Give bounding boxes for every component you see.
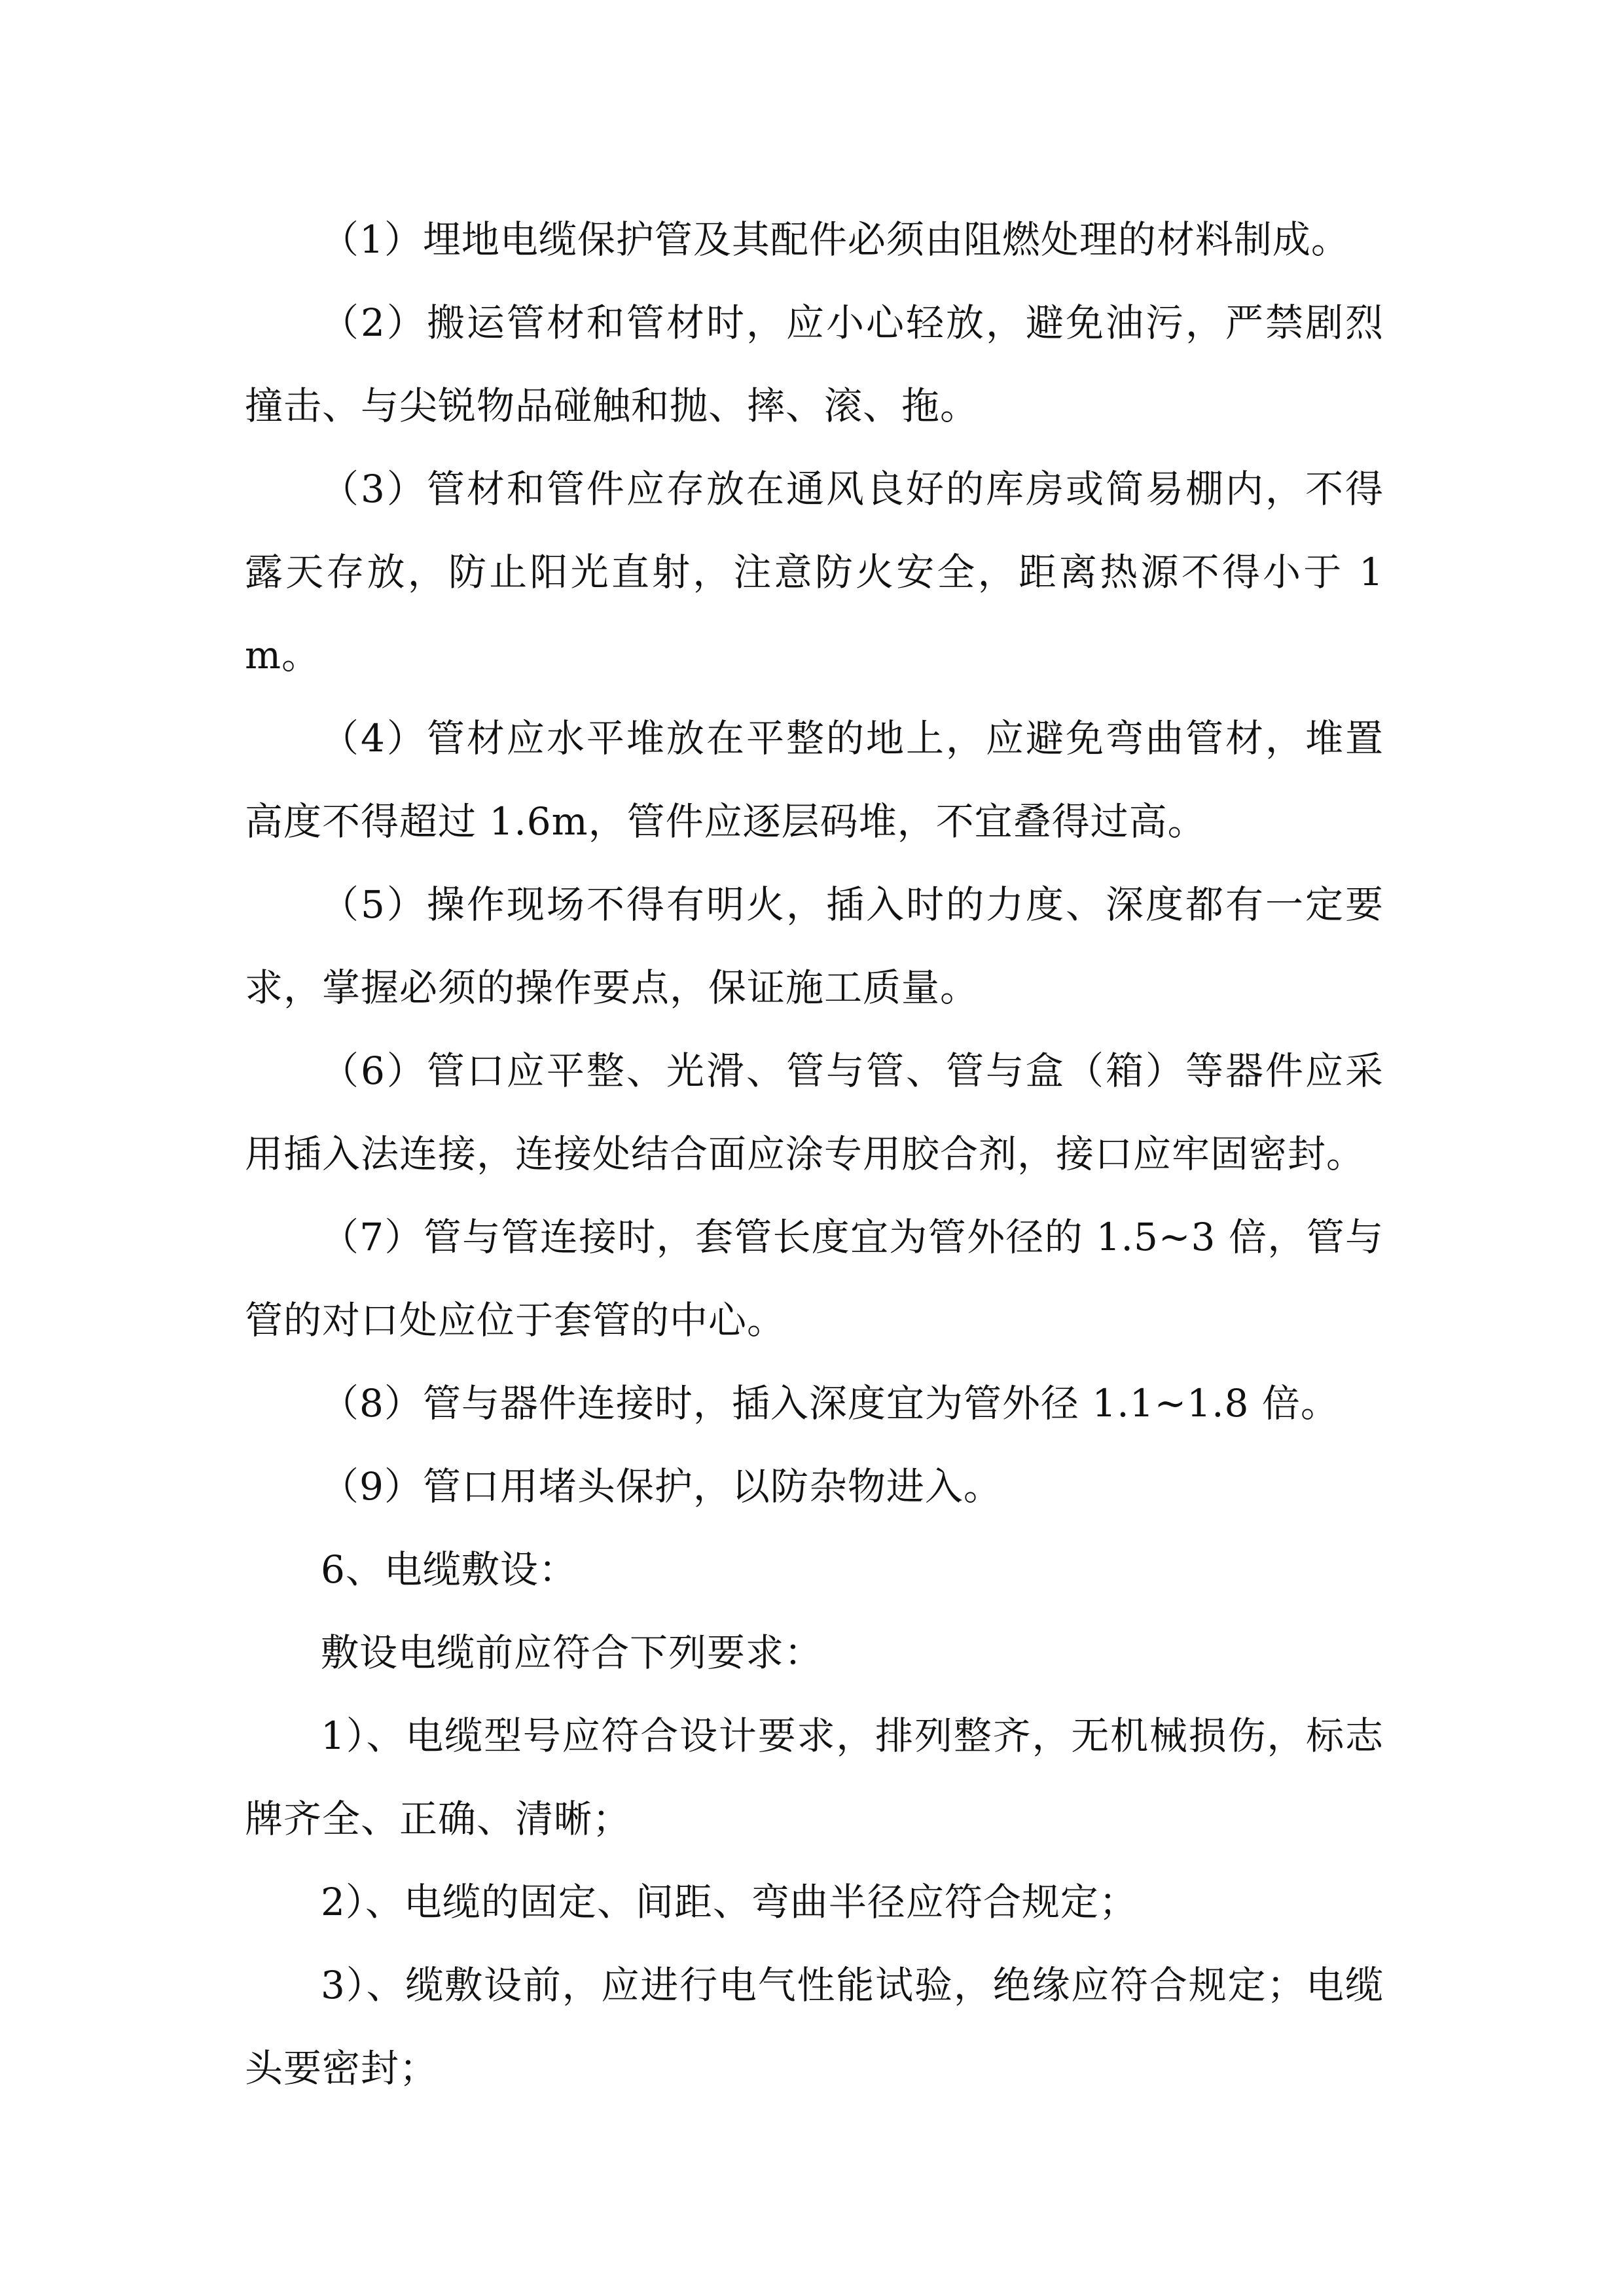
- document-body: [245, 198, 1384, 2110]
- paragraph-8: （8）管与器件连接时，插入深度宜为管外径 1.1~1.8 倍。: [321, 1381, 1339, 1426]
- paragraph-3: （3）管材和管件应存放在通风良好的库房或简易棚内，不得露天存放，防止阳光直射，注意防火安全，距离热源不得小于 1m。: [245, 467, 1384, 677]
- paragraph-2: （2）搬运管材和管材时，应小心轻放，避免油污，严禁剧烈撞击、与尖锐物品碰触和抛、摔、滚、拖。: [245, 300, 1384, 428]
- paragraph-4: （4）管材应水平堆放在平整的地上，应避免弯曲管材，堆置高度不得超过 1.6m，管件应逐层码堆，不宜叠得过高。: [245, 716, 1384, 844]
- paragraph-5: （5）操作现场不得有明火，插入时的力度、深度都有一定要求，掌握必须的操作要点，保证施工质量。: [245, 882, 1384, 1010]
- paragraph-1: （1）埋地电缆保护管及其配件必须由阻燃处理的材料制成。: [321, 217, 1350, 262]
- paragraph-9: （9）管口用堵头保护，以防杂物进入。: [321, 1464, 1002, 1509]
- paragraph-7: （7）管与管连接时，套管长度宜为管外径的 1.5~3 倍，管与管的对口处应位于套管的中心。: [245, 1215, 1384, 1342]
- requirement-2: 2）、电缆的固定、间距、弯曲半径应符合规定；: [321, 1880, 1138, 1924]
- paragraph-6: （6）管口应平整、光滑、管与管、管与盒（箱）等器件应采用插入法连接，连接处结合面应涂专用胶合剂，接口应牢固密封。: [245, 1049, 1384, 1176]
- requirement-3: 3）、缆敷设前，应进行电气性能试验，绝缘应符合规定；电缆头要密封；: [245, 1963, 1384, 2090]
- section-heading-cable-laying: 6、电缆敷设：: [321, 1547, 577, 1592]
- requirements-intro: 敷设电缆前应符合下列要求：: [321, 1630, 823, 1675]
- requirement-1: 1）、电缆型号应符合设计要求，排列整齐，无机械损伤，标志牌齐全、正确、清晰；: [245, 1713, 1384, 1841]
